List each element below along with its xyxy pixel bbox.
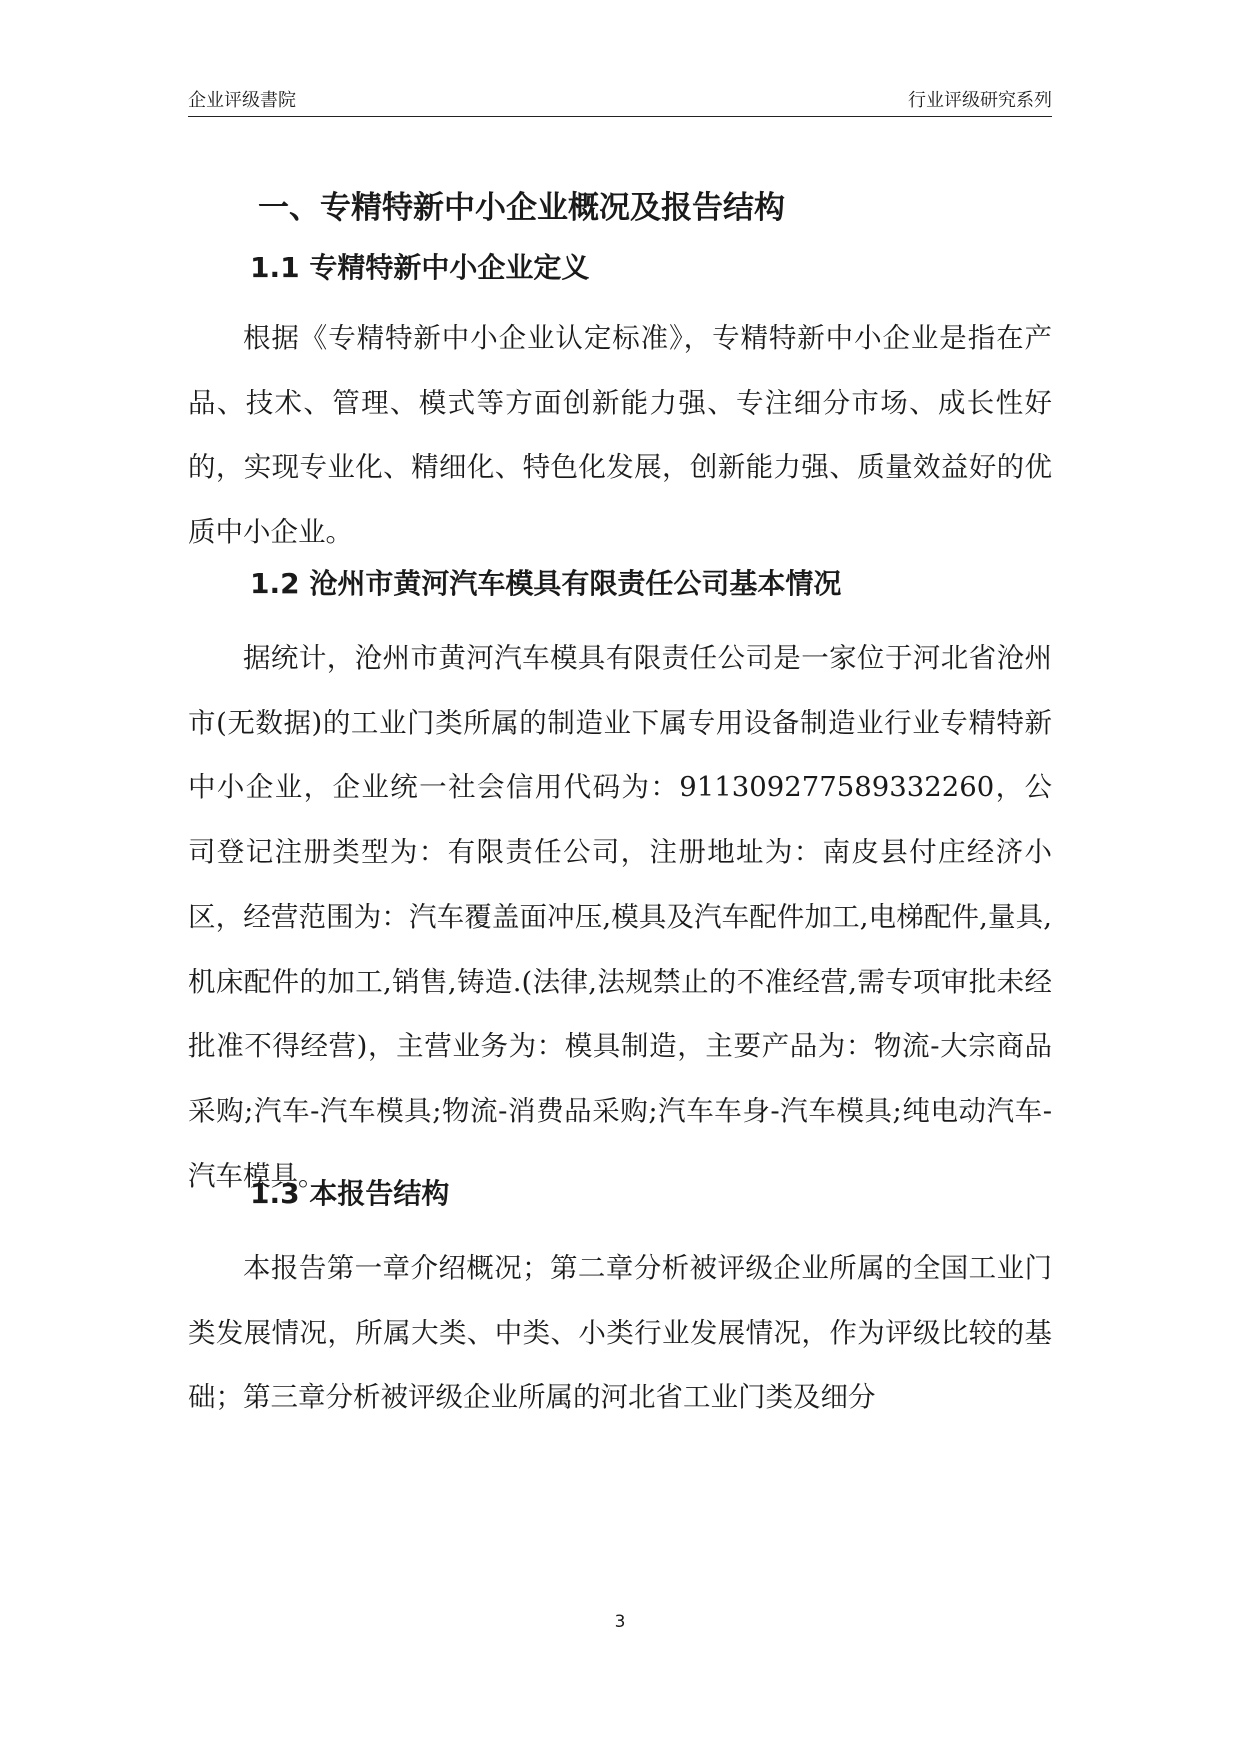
section-1-3-paragraph: 本报告第一章介绍概况；第二章分析被评级企业所属的全国工业门类发展情况，所属大类、中类、小类行业发展情况，作为评级比较的基础；第三章分析被评级企业所属的河北省工业门类及细分 bbox=[188, 1252, 1052, 1414]
section-1-2-heading: 1.2 沧州市黄河汽车模具有限责任公司基本情况 bbox=[250, 567, 842, 600]
section-1-2-paragraph: 据统计，沧州市黄河汽车模具有限责任公司是一家位于河北省沧州市(无数据)的工业门类所属的制造业下属专用设备制造业行业专精特新中小企业，企业统一社会信用代码为：911309277589332260，公司登记注册类型为：有限责任公司，注册地址为：南皮县付庄经济小区，经营范围为：汽车覆盖面冲压,模具及汽车配件加工,电梯配件,量具,机床配件的加工,销售,铸造.(法律,法规禁止的不准经营,需专项审批未经批准不得经营)，主营业务为：模具制造，主要产品为：物流-大宗商品采购;汽车-汽车模具;物流-消费品采购;汽车车身-汽车模具;纯电动汽车-汽车模具。 bbox=[188, 642, 1052, 1192]
section-1-1-heading: 1.1 专精特新中小企业定义 bbox=[250, 251, 590, 284]
section-1-3-heading: 1.3 本报告结构 bbox=[250, 1177, 450, 1210]
header-series: 行业评级研究系列 bbox=[908, 90, 1052, 111]
section-1-1-paragraph: 根据《专精特新中小企业认定标准》，专精特新中小企业是指在产品、技术、管理、模式等方面创新能力强、专注细分市场、成长性好的，实现专业化、精细化、特色化发展，创新能力强、质量效益好的优质中小企业。 bbox=[188, 322, 1052, 549]
header-publisher: 企业评级書院 bbox=[188, 90, 296, 111]
section-1-heading: 一、专精特新中小企业概况及报告结构 bbox=[258, 190, 785, 226]
page-header bbox=[188, 88, 1052, 117]
page-number: 3 bbox=[614, 1612, 626, 1632]
